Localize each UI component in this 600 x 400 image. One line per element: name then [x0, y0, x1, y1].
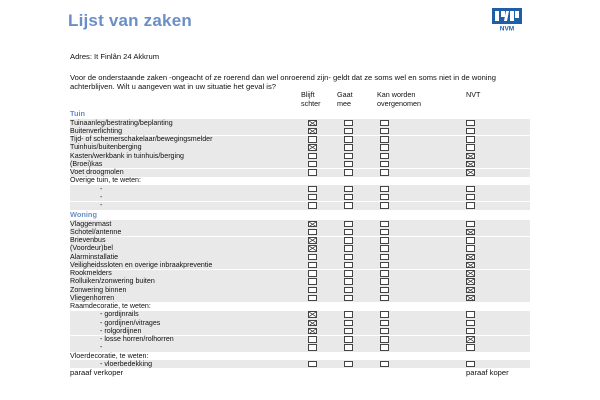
checkbox-overgenomen[interactable]: [380, 311, 389, 318]
checkbox-blijft[interactable]: [308, 237, 317, 244]
checkbox-gaat-mee[interactable]: [344, 320, 353, 327]
checkbox-overgenomen[interactable]: [380, 229, 389, 236]
checkbox-overgenomen[interactable]: [380, 186, 389, 193]
checkbox-blijft[interactable]: [308, 262, 317, 269]
checkbox-nvt[interactable]: [466, 144, 475, 151]
checkbox-blijft[interactable]: [308, 320, 317, 327]
checklist-row: [70, 360, 530, 368]
nvm-logo: [492, 8, 522, 32]
checkmark-x-icon: [467, 337, 474, 342]
row-label: Tuinaanleg/bestrating/beplanting: [70, 118, 173, 127]
checkbox-overgenomen[interactable]: [380, 278, 389, 285]
checkbox-overgenomen[interactable]: [380, 128, 389, 135]
checkbox-gaat-mee[interactable]: [344, 194, 353, 201]
checkbox-nvt[interactable]: [466, 254, 475, 261]
signature-seller: paraaf verkoper: [70, 368, 124, 377]
checklist-row: [70, 220, 530, 228]
checkbox-gaat-mee[interactable]: [344, 311, 353, 318]
checkbox-overgenomen[interactable]: [380, 245, 389, 252]
checkmark-x-icon: [309, 129, 316, 134]
checkbox-gaat-mee[interactable]: [344, 153, 353, 160]
checkbox-blijft[interactable]: [308, 194, 317, 201]
checklist-row: [70, 185, 530, 193]
checkbox-nvt[interactable]: [466, 287, 475, 294]
row-label: Veiligheidssloten en overige inbraakpreventie: [70, 260, 213, 269]
checkbox-blijft[interactable]: [308, 344, 317, 351]
row-label: Raamdecoratie, te weten:: [70, 302, 151, 310]
page-title: Lijst van zaken: [68, 11, 192, 30]
checkmark-x-icon: [467, 170, 474, 175]
checkbox-overgenomen[interactable]: [380, 221, 389, 228]
checkbox-nvt[interactable]: [466, 229, 475, 236]
address: Adres: It Finlân 24 Akkrum: [70, 52, 160, 61]
checkmark-x-icon: [467, 263, 474, 268]
row-label: Rolluiken/zonwering buiten: [70, 277, 155, 286]
checkbox-nvt[interactable]: [466, 186, 475, 193]
checkbox-nvt[interactable]: [466, 136, 475, 143]
checkmark-x-icon: [309, 246, 316, 251]
checkbox-nvt[interactable]: [466, 320, 475, 327]
checkbox-gaat-mee[interactable]: [344, 344, 353, 351]
column-header-overgenomen: Kan worden overgenomen: [377, 90, 421, 108]
checkbox-gaat-mee[interactable]: [344, 186, 353, 193]
checkbox-gaat-mee[interactable]: [344, 221, 353, 228]
checkmark-x-icon: [309, 121, 316, 126]
row-label: Vliegenhorren: [70, 293, 115, 302]
row-label: -: [100, 201, 103, 209]
row-label: - vloerbedekking: [100, 359, 153, 368]
checklist-row: [70, 237, 530, 245]
checkbox-overgenomen[interactable]: [380, 270, 389, 277]
checklist-row: [70, 286, 530, 294]
row-label: Rookmelders: [70, 269, 112, 277]
row-label: Zonwering binnen: [70, 285, 127, 294]
checkmark-x-icon: [309, 145, 316, 150]
intro-text: Voor de onderstaande zaken -ongeacht of ze roerend dan wel onroerend zijn- geldt dat ze soms wel en soms niet in de woning achterblijven. Wilt u aangeven wat in uw situatie het geval is?: [70, 73, 496, 91]
checkbox-blijft[interactable]: [308, 229, 317, 236]
row-label: -: [100, 343, 103, 352]
checkbox-gaat-mee[interactable]: [344, 237, 353, 244]
row-label: Kasten/werkbank in tuinhuis/berging: [70, 151, 184, 160]
checkbox-gaat-mee[interactable]: [344, 120, 353, 127]
checkbox-gaat-mee[interactable]: [344, 254, 353, 261]
checkbox-gaat-mee[interactable]: [344, 144, 353, 151]
checkbox-nvt[interactable]: [466, 237, 475, 244]
checkbox-overgenomen[interactable]: [380, 136, 389, 143]
checkbox-blijft[interactable]: [308, 278, 317, 285]
row-label: (Voordeur)bel: [70, 244, 113, 253]
row-label: - gordijnen/vitrages: [100, 318, 161, 327]
row-label: Overige tuin, te weten:: [70, 176, 141, 185]
checkbox-overgenomen[interactable]: [380, 254, 389, 261]
checkbox-nvt[interactable]: [466, 278, 475, 285]
checkbox-nvt[interactable]: [466, 344, 475, 351]
checkbox-gaat-mee[interactable]: [344, 161, 353, 168]
checkmark-x-icon: [309, 238, 316, 243]
signature-buyer: paraaf koper: [466, 368, 509, 377]
checkbox-overgenomen[interactable]: [380, 295, 389, 302]
checkbox-nvt[interactable]: [466, 169, 475, 176]
checklist-row: [70, 245, 530, 253]
checkbox-nvt[interactable]: [466, 270, 475, 277]
checkbox-nvt[interactable]: [466, 245, 475, 252]
section-title: Tuin: [70, 109, 86, 118]
checkbox-overgenomen[interactable]: [380, 262, 389, 269]
checkbox-blijft[interactable]: [308, 144, 317, 151]
checkbox-blijft[interactable]: [308, 186, 317, 193]
checkbox-gaat-mee[interactable]: [344, 245, 353, 252]
checklist-row: [70, 261, 530, 269]
checklist-row: [70, 336, 530, 344]
checkmark-x-icon: [467, 271, 474, 276]
checkmark-x-icon: [467, 162, 474, 167]
row-label: (Broei)kas: [70, 159, 103, 168]
row-group-header: [70, 303, 530, 311]
checkbox-nvt[interactable]: [466, 194, 475, 201]
row-label: -: [100, 184, 103, 193]
checkbox-blijft[interactable]: [308, 361, 317, 368]
row-label: Voet droogmolen: [70, 168, 124, 176]
checkmark-x-icon: [309, 321, 316, 326]
row-label: Buitenverlichting: [70, 126, 123, 135]
row-group-header: [70, 177, 530, 185]
checkbox-blijft[interactable]: [308, 336, 317, 343]
column-header-blijft: Blijft schter: [301, 90, 321, 108]
checkmark-x-icon: [467, 279, 474, 284]
checkbox-nvt[interactable]: [466, 120, 475, 127]
checkbox-overgenomen[interactable]: [380, 328, 389, 335]
checklist-row: [70, 228, 530, 236]
checkbox-overgenomen[interactable]: [380, 361, 389, 368]
checkbox-blijft[interactable]: [308, 169, 317, 176]
checkbox-gaat-mee[interactable]: [344, 169, 353, 176]
checkbox-overgenomen[interactable]: [380, 287, 389, 294]
checkmark-x-icon: [467, 154, 474, 159]
checklist-row: [70, 202, 530, 210]
checkbox-overgenomen[interactable]: [380, 169, 389, 176]
checkbox-nvt[interactable]: [466, 328, 475, 335]
row-label: Brievenbus: [70, 236, 106, 244]
row-label: - rolgordijnen: [100, 326, 142, 335]
checkbox-overgenomen[interactable]: [380, 144, 389, 151]
row-label: Tuinhuis/buitenberging: [70, 143, 142, 152]
checkbox-blijft[interactable]: [308, 128, 317, 135]
checkbox-blijft[interactable]: [308, 120, 317, 127]
checkbox-blijft[interactable]: [308, 311, 317, 318]
checkbox-nvt[interactable]: [466, 336, 475, 343]
checkbox-overgenomen[interactable]: [380, 336, 389, 343]
checkbox-nvt[interactable]: [466, 311, 475, 318]
checkbox-blijft[interactable]: [308, 287, 317, 294]
checkbox-blijft[interactable]: [308, 295, 317, 302]
row-label: Schotel/antenne: [70, 227, 122, 236]
checkbox-overgenomen[interactable]: [380, 153, 389, 160]
checkbox-nvt[interactable]: [466, 153, 475, 160]
checkbox-nvt[interactable]: [466, 295, 475, 302]
checklist-row: [70, 152, 530, 160]
checkbox-blijft[interactable]: [308, 153, 317, 160]
checkbox-nvt[interactable]: [466, 202, 475, 209]
checkbox-gaat-mee[interactable]: [344, 278, 353, 285]
checkbox-gaat-mee[interactable]: [344, 336, 353, 343]
checkbox-gaat-mee[interactable]: [344, 136, 353, 143]
checkbox-blijft[interactable]: [308, 221, 317, 228]
logo-text: NVM: [499, 25, 515, 32]
checkmark-x-icon: [467, 255, 474, 260]
checkbox-gaat-mee[interactable]: [344, 270, 353, 277]
checkbox-overgenomen[interactable]: [380, 194, 389, 201]
checkmark-x-icon: [467, 296, 474, 301]
checkbox-gaat-mee[interactable]: [344, 361, 353, 368]
checkbox-gaat-mee[interactable]: [344, 128, 353, 135]
checkbox-nvt[interactable]: [466, 128, 475, 135]
row-label: -: [100, 192, 103, 201]
checkbox-blijft[interactable]: [308, 136, 317, 143]
checkmark-x-icon: [309, 222, 316, 227]
checkbox-nvt[interactable]: [466, 161, 475, 168]
checkbox-overgenomen[interactable]: [380, 161, 389, 168]
checkbox-blijft[interactable]: [308, 328, 317, 335]
row-label: Alarminstallatie: [70, 252, 119, 261]
checkbox-overgenomen[interactable]: [380, 320, 389, 327]
checkmark-x-icon: [467, 230, 474, 235]
row-label: Vloerdecoratie, te weten:: [70, 351, 149, 360]
checkbox-gaat-mee[interactable]: [344, 202, 353, 209]
checklist-row: [70, 193, 530, 201]
row-label: Tijd- of schemerschakelaar/bewegingsmelder: [70, 135, 213, 143]
checklist-row: [70, 278, 530, 286]
checkbox-nvt[interactable]: [466, 221, 475, 228]
row-label: Vlaggenmast: [70, 219, 112, 228]
checkbox-gaat-mee[interactable]: [344, 295, 353, 302]
checkmark-x-icon: [309, 329, 316, 334]
checklist-row: [70, 160, 530, 168]
checkbox-overgenomen[interactable]: [380, 344, 389, 351]
checkmark-x-icon: [467, 288, 474, 293]
checkbox-blijft[interactable]: [308, 254, 317, 261]
checkbox-blijft[interactable]: [308, 202, 317, 209]
row-label: - losse horren/rolhorren: [100, 335, 174, 343]
checklist-row: [70, 119, 530, 127]
checkbox-nvt[interactable]: [466, 262, 475, 269]
checkbox-gaat-mee[interactable]: [344, 328, 353, 335]
column-header-gaat-mee: Gaat mee: [337, 90, 353, 108]
checkbox-blijft[interactable]: [308, 161, 317, 168]
checkbox-gaat-mee[interactable]: [344, 229, 353, 236]
checkmark-x-icon: [309, 312, 316, 317]
checkbox-blijft[interactable]: [308, 245, 317, 252]
column-header-nvt: NVT: [466, 90, 481, 99]
checkbox-blijft[interactable]: [308, 270, 317, 277]
checkbox-overgenomen[interactable]: [380, 120, 389, 127]
checkbox-gaat-mee[interactable]: [344, 262, 353, 269]
section-title: Woning: [70, 210, 97, 219]
row-label: - gordijnrails: [100, 310, 139, 319]
checkbox-overgenomen[interactable]: [380, 202, 389, 209]
checkbox-nvt[interactable]: [466, 361, 475, 368]
checkbox-overgenomen[interactable]: [380, 237, 389, 244]
checkbox-gaat-mee[interactable]: [344, 287, 353, 294]
